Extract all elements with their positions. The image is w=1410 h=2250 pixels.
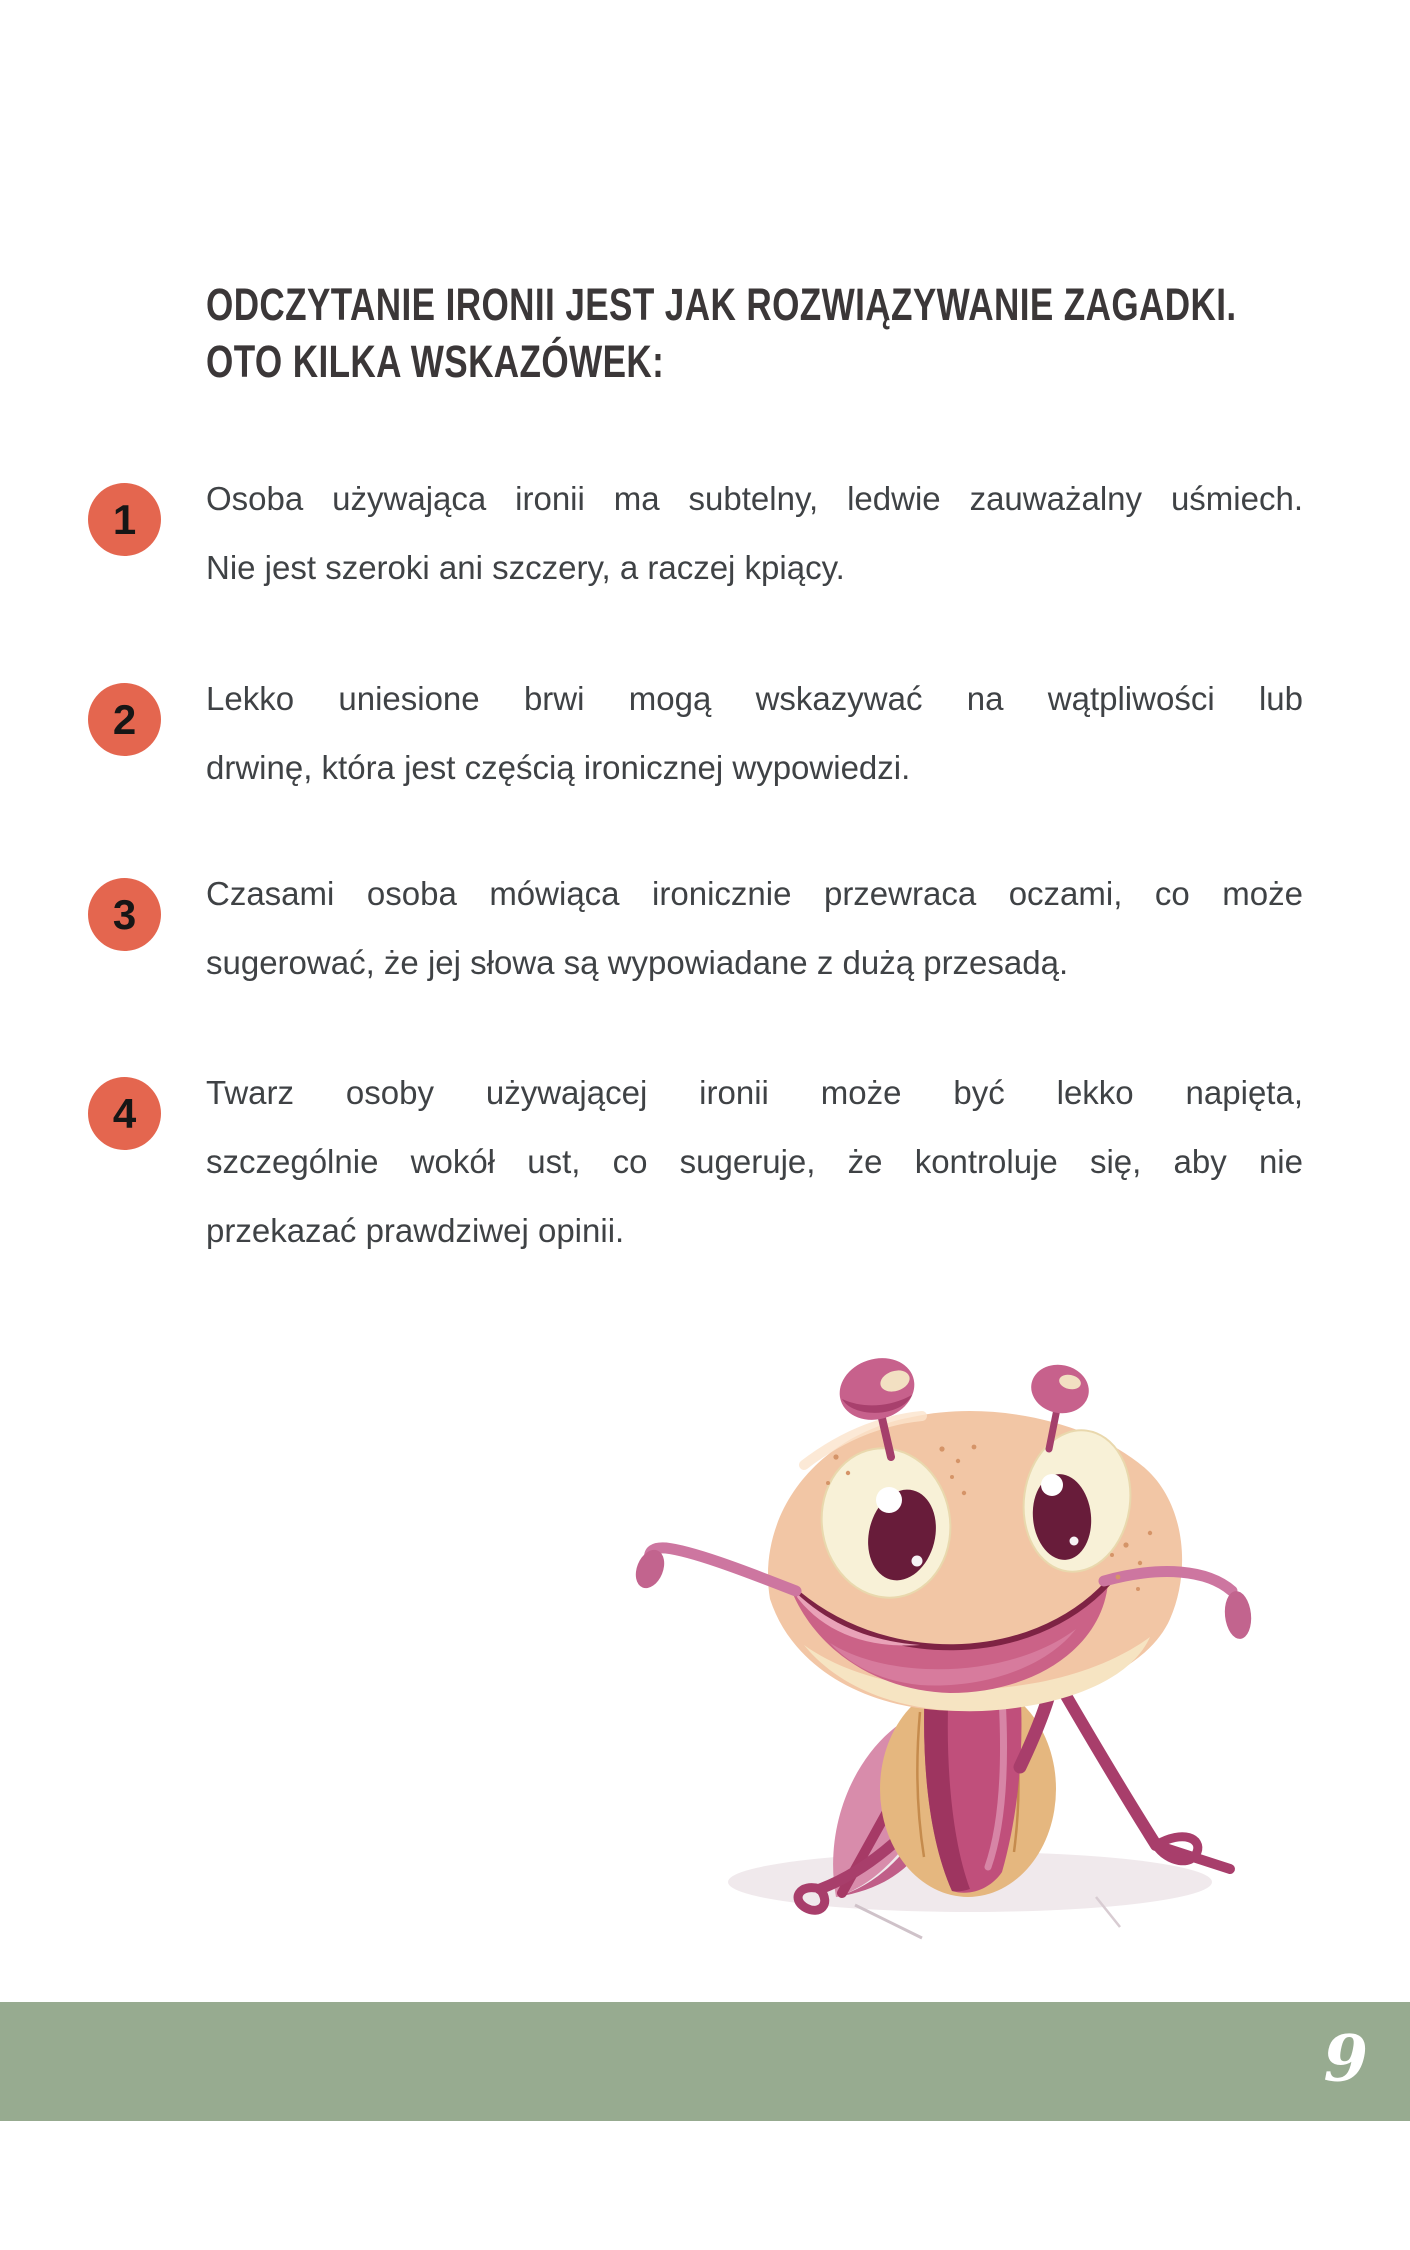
page-title-line-1: ODCZYTANIE IRONII JEST JAK ROZWIĄZYWANIE ZAGADKI. [206,279,1237,330]
tip-text [206,664,1303,802]
page-title-line-2: OTO KILKA WSKAZÓWEK: [206,336,665,387]
tip-text-line: Osoba używająca ironii ma subtelny, ledwie zauważalny uśmiech. [206,480,1303,517]
frog-illustration [590,1337,1290,1947]
page-number: 9 [1323,2020,1368,2096]
tip-text-line: przekazać prawdziwej opinii. [206,1212,625,1249]
tip-text [206,859,1303,997]
tip-text [206,1058,1303,1265]
tip-text-line: Twarz osoby używającej ironii może być lekko napięta, [206,1074,1303,1111]
tip-text-line: szczególnie wokół ust, co sugeruje, że kontroluje się, aby nie [206,1143,1303,1180]
tip-number-badge: 4 [88,1077,161,1150]
tip-item [88,859,1303,997]
tip-item [88,1058,1303,1265]
tip-text-line: Nie jest szeroki ani szczery, a raczej kpiący. [206,549,845,586]
tip-number-badge: 3 [88,878,161,951]
tip-text-line: Lekko uniesione brwi mogą wskazywać na wątpliwości lub [206,680,1303,717]
footer-bar [0,2002,1410,2121]
tip-number-badge: 2 [88,683,161,756]
tip-item [88,664,1303,802]
tip-number-badge: 1 [88,483,161,556]
tip-text-line: sugerować, że jej słowa są wypowiadane z dużą przesadą. [206,944,1069,981]
frog-cartoon-graphic [590,1337,1290,1947]
tip-item [88,464,1303,602]
tip-text-line: Czasami osoba mówiąca ironicznie przewraca oczami, co może [206,875,1303,912]
tip-text-line: drwinę, która jest częścią ironicznej wypowiedzi. [206,749,911,786]
tip-text [206,464,1303,602]
